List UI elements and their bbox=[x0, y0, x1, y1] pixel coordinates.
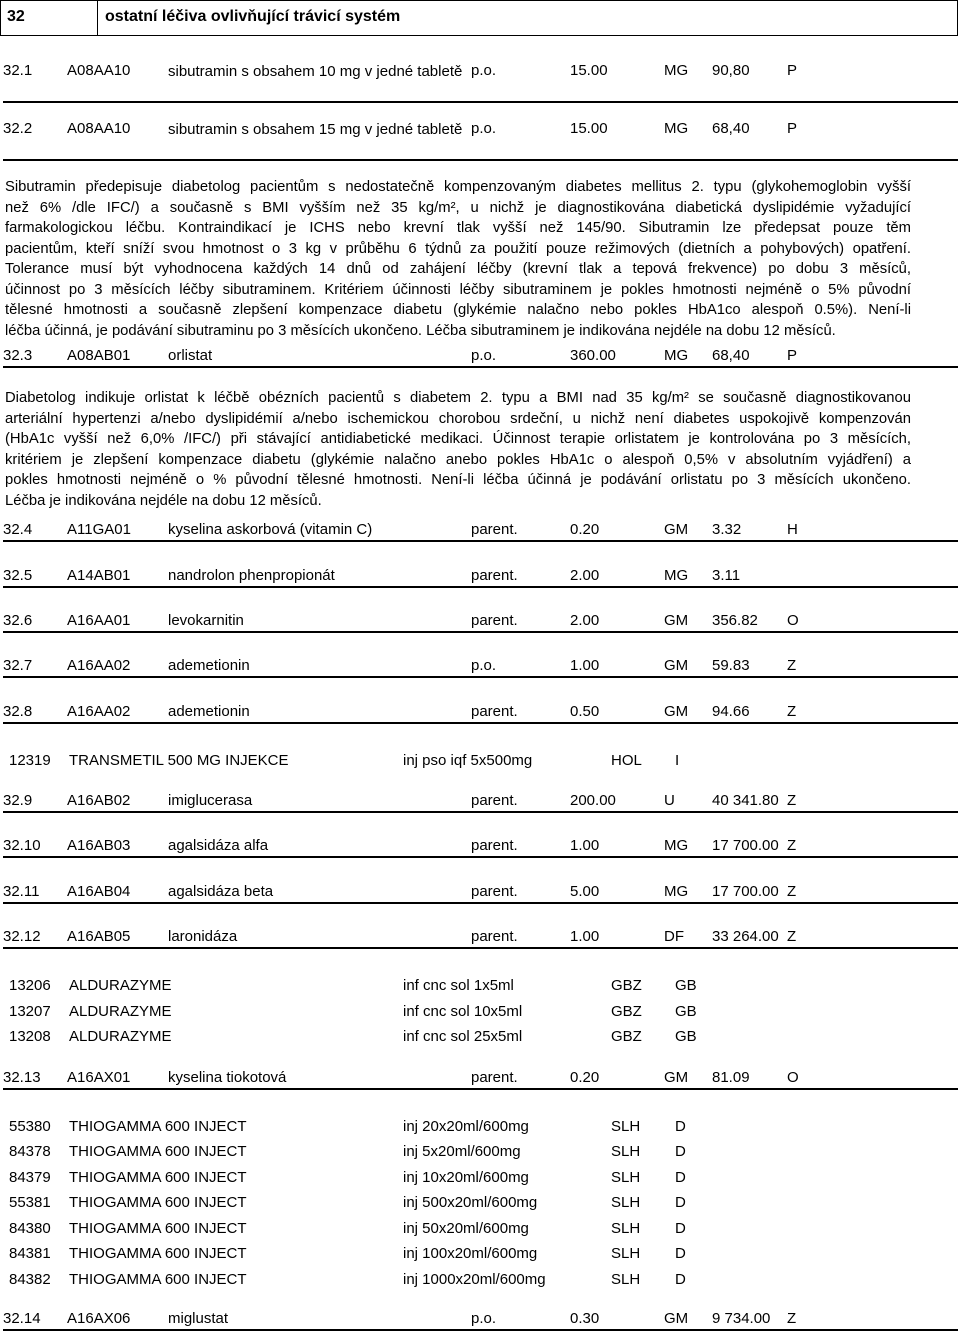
product-code: 84378 bbox=[9, 1143, 51, 1160]
drug-row bbox=[3, 119, 958, 161]
drug-row bbox=[3, 611, 958, 633]
row-name: imiglucerasa bbox=[168, 792, 253, 809]
row-atc: A08AA10 bbox=[67, 120, 131, 137]
row-flag: Z bbox=[787, 883, 797, 900]
row-route: parent. bbox=[471, 1069, 518, 1086]
product-name: ALDURAZYME bbox=[69, 977, 172, 994]
row-price: 40 341.80 bbox=[712, 792, 779, 809]
product-code: 84382 bbox=[9, 1271, 51, 1288]
product-mark: GBZ bbox=[611, 977, 642, 994]
product-code: 55381 bbox=[9, 1194, 51, 1211]
row-atc: A16AA01 bbox=[67, 612, 131, 629]
product-form: inj 5x20ml/600mg bbox=[403, 1143, 521, 1160]
row-id: 32.14 bbox=[3, 1310, 41, 1327]
product-code: 84379 bbox=[9, 1169, 51, 1186]
product-name: THIOGAMMA 600 INJECT bbox=[69, 1169, 247, 1186]
row-id: 32.8 bbox=[3, 703, 33, 720]
product-mark: SLH bbox=[611, 1194, 641, 1211]
row-name: laronidáza bbox=[168, 928, 238, 945]
product-form: inj 50x20ml/600mg bbox=[403, 1220, 529, 1237]
product-form: inf cnc sol 10x5ml bbox=[403, 1003, 523, 1020]
note-line: farmakologickou léčbu. Kontraindikací je ICHS nebo krevní tlak vyšší než 145/90. Sibutramin lze předepsat pouze těm bbox=[5, 220, 911, 236]
drug-row bbox=[3, 566, 958, 588]
row-atc: A08AA10 bbox=[67, 62, 131, 79]
row-price: 59.83 bbox=[712, 657, 750, 674]
note-line: tělesné hmotnosti a současně zlepšení kompenzace diabetu (glykémie nalačno nebo pokles HbA1co alespoň 0.5%). Není-li bbox=[5, 302, 911, 318]
product-name: ALDURAZYME bbox=[69, 1028, 172, 1045]
product-mark: SLH bbox=[611, 1245, 641, 1262]
row-id: 32.7 bbox=[3, 657, 33, 674]
row-name: sibutramin s obsahem 10 mg v jedné tabletě bbox=[168, 63, 463, 80]
drug-row bbox=[3, 61, 958, 103]
drug-row bbox=[3, 1309, 958, 1331]
product-category: GB bbox=[675, 977, 697, 994]
row-dose: 2.00 bbox=[570, 612, 600, 629]
row-id: 32.6 bbox=[3, 612, 33, 629]
drug-row bbox=[3, 882, 958, 904]
row-flag: Z bbox=[787, 1310, 797, 1327]
product-mark: SLH bbox=[611, 1143, 641, 1160]
product-row bbox=[3, 1244, 958, 1264]
row-id: 32.4 bbox=[3, 521, 33, 538]
product-form: inf cnc sol 25x5ml bbox=[403, 1028, 523, 1045]
note-line: Léčba je indikována nejdéle na dobu 12 měsíců. bbox=[5, 492, 322, 509]
row-name: levokarnitin bbox=[168, 612, 244, 629]
row-dose: 15.00 bbox=[570, 120, 608, 137]
product-form: inj pso iqf 5x500mg bbox=[403, 752, 533, 769]
product-category: D bbox=[675, 1245, 686, 1262]
product-code: 13208 bbox=[9, 1028, 51, 1045]
row-atc: A14AB01 bbox=[67, 567, 131, 584]
row-route: parent. bbox=[471, 612, 518, 629]
note-line: arteriální hypertenzi a/nebo dyslipidémií a/nebo ischemickou chorobou srdeční, u nichž není diabetes uspokojivě kompenzován bbox=[5, 410, 911, 427]
row-flag: O bbox=[787, 1069, 799, 1086]
row-unit: GM bbox=[664, 521, 689, 538]
note-line: Diabetolog indikuje orlistat k léčbě obézních pacientů s diabetem 2. typu a BMI nad 35 kg/m² se současně diagnostikovanou bbox=[5, 390, 911, 406]
row-dose: 0.20 bbox=[570, 1069, 600, 1086]
row-id: 32.10 bbox=[3, 837, 41, 854]
note-line: pacientům, kteří sníží svou hmotnost o 3 kg v průběhu 6 týdnů za použití pouze režimových (dietních a pohybových) opatření. bbox=[5, 240, 911, 257]
row-atc: A16AB05 bbox=[67, 928, 131, 945]
row-flag: P bbox=[787, 120, 798, 137]
row-dose: 1.00 bbox=[570, 928, 600, 945]
row-flag: Z bbox=[787, 837, 797, 854]
row-price: 68,40 bbox=[712, 120, 750, 137]
product-name: ALDURAZYME bbox=[69, 1003, 172, 1020]
product-row bbox=[3, 1219, 958, 1239]
product-row bbox=[3, 751, 958, 771]
drug-row bbox=[3, 1068, 958, 1090]
row-unit: MG bbox=[664, 837, 689, 854]
row-unit: MG bbox=[664, 883, 689, 900]
section-number: 32 bbox=[7, 8, 25, 25]
row-price: 81.09 bbox=[712, 1069, 750, 1086]
row-dose: 200.00 bbox=[570, 792, 616, 809]
note-line: kritériem je zlepšení kompenzace diabetu (glykémie nalačno anebo pokles HbA1c o alespoň 0,5% v absolutním vyjádření) a bbox=[5, 451, 911, 468]
row-price: 94.66 bbox=[712, 703, 750, 720]
row-name: ademetionin bbox=[168, 703, 250, 720]
product-code: 84381 bbox=[9, 1245, 51, 1262]
product-mark: SLH bbox=[611, 1118, 641, 1135]
note-line: Tolerance musí být vyhodnocena každých 14 dnů od zahájení léčby (krevní tlak a tepová frekvence) po dobu 3 měsíců, bbox=[5, 261, 911, 277]
row-price: 17 700.00 bbox=[712, 837, 779, 854]
row-route: parent. bbox=[471, 792, 518, 809]
row-atc: A16AB04 bbox=[67, 883, 131, 900]
product-row bbox=[3, 1117, 958, 1137]
product-form: inf cnc sol 1x5ml bbox=[403, 977, 514, 994]
product-row bbox=[3, 1168, 958, 1188]
row-price: 33 264.00 bbox=[712, 928, 779, 945]
row-name: sibutramin s obsahem 15 mg v jedné tabletě bbox=[168, 121, 463, 138]
product-code: 55380 bbox=[9, 1118, 51, 1135]
product-name: THIOGAMMA 600 INJECT bbox=[69, 1194, 247, 1211]
row-unit: MG bbox=[664, 62, 689, 79]
product-row bbox=[3, 1142, 958, 1162]
product-category: D bbox=[675, 1118, 686, 1135]
note-line: (HbA1c vyšší než 6,0% /IFC/) při stávající antidiabetické medikaci. Účinnost terapie orlistatem je kontrolována po 3 měsících, bbox=[5, 431, 911, 447]
row-name: agalsidáza beta bbox=[168, 883, 274, 900]
row-flag: H bbox=[787, 521, 798, 538]
product-category: D bbox=[675, 1220, 686, 1237]
row-dose: 360.00 bbox=[570, 347, 616, 364]
row-unit: DF bbox=[664, 928, 684, 945]
product-name: THIOGAMMA 600 INJECT bbox=[69, 1245, 247, 1262]
row-price: 3.11 bbox=[712, 567, 741, 584]
row-flag: P bbox=[787, 62, 798, 79]
row-dose: 5.00 bbox=[570, 883, 600, 900]
row-dose: 0.20 bbox=[570, 521, 600, 538]
note-line: pokles hmotnosti nejméně o % původní tělesné hmotnosti. Není-li léčba účinná je podávání orlistatu po 3 měsících ukončeno. bbox=[5, 472, 911, 488]
row-id: 32.2 bbox=[3, 120, 33, 137]
row-atc: A11GA01 bbox=[67, 521, 131, 538]
product-category: I bbox=[675, 752, 680, 769]
row-atc: A16AA02 bbox=[67, 657, 131, 674]
product-category: D bbox=[675, 1169, 686, 1186]
row-route: parent. bbox=[471, 883, 518, 900]
row-route: parent. bbox=[471, 567, 518, 584]
row-id: 32.12 bbox=[3, 928, 41, 945]
row-dose: 2.00 bbox=[570, 567, 600, 584]
row-price: 68,40 bbox=[712, 347, 750, 364]
product-name: THIOGAMMA 600 INJECT bbox=[69, 1118, 247, 1135]
row-route: p.o. bbox=[471, 657, 497, 674]
product-mark: SLH bbox=[611, 1220, 641, 1237]
row-route: parent. bbox=[471, 703, 518, 720]
drug-row bbox=[3, 836, 958, 858]
row-name: miglustat bbox=[168, 1310, 229, 1327]
product-category: D bbox=[675, 1194, 686, 1211]
product-row bbox=[3, 1193, 958, 1213]
product-mark: HOL bbox=[611, 752, 642, 769]
row-unit: GM bbox=[664, 657, 689, 674]
row-price: 3.32 bbox=[712, 521, 742, 538]
row-name: kyselina askorbová (vitamin C) bbox=[168, 521, 373, 538]
product-code: 13207 bbox=[9, 1003, 51, 1020]
row-name: ademetionin bbox=[168, 657, 250, 674]
note-line: účinnost po 3 měsících léčby sibutraminem. Kritériem účinnosti léčby sibutraminem je pokles hmotnosti nejméně o 5% původní bbox=[5, 281, 911, 298]
row-name: orlistat bbox=[168, 347, 213, 364]
row-route: p.o. bbox=[471, 120, 497, 137]
product-category: GB bbox=[675, 1028, 697, 1045]
section-header bbox=[0, 0, 958, 36]
product-mark: GBZ bbox=[611, 1003, 642, 1020]
row-atc: A16AX06 bbox=[67, 1310, 131, 1327]
product-category: D bbox=[675, 1271, 686, 1288]
product-mark: SLH bbox=[611, 1169, 641, 1186]
row-id: 32.5 bbox=[3, 567, 33, 584]
row-route: parent. bbox=[471, 521, 518, 538]
product-name: THIOGAMMA 600 INJECT bbox=[69, 1271, 247, 1288]
section-title: ostatní léčiva ovlivňující trávicí systém bbox=[105, 8, 401, 25]
row-unit: GM bbox=[664, 612, 689, 629]
orlistat-note bbox=[5, 388, 911, 511]
product-form: inj 1000x20ml/600mg bbox=[403, 1271, 546, 1288]
row-price: 17 700.00 bbox=[712, 883, 779, 900]
product-category: GB bbox=[675, 1003, 697, 1020]
sibutramin-note bbox=[5, 177, 911, 341]
row-id: 32.3 bbox=[3, 347, 33, 364]
row-id: 32.11 bbox=[3, 883, 40, 900]
row-atc: A16AB02 bbox=[67, 792, 131, 809]
row-name: nandrolon phenpropionát bbox=[168, 567, 335, 584]
product-row bbox=[3, 1002, 958, 1022]
product-form: inj 100x20ml/600mg bbox=[403, 1245, 538, 1262]
row-name: agalsidáza alfa bbox=[168, 837, 269, 854]
row-dose: 0.50 bbox=[570, 703, 600, 720]
row-unit: GM bbox=[664, 703, 689, 720]
product-form: inj 20x20ml/600mg bbox=[403, 1118, 529, 1135]
drug-row bbox=[3, 927, 958, 949]
row-flag: P bbox=[787, 347, 798, 364]
drug-row bbox=[3, 656, 958, 678]
product-row bbox=[3, 1270, 958, 1290]
note-line: léčba účinná, je podávání sibutraminu po 3 měsících ukončeno. Léčba sibutraminem je indikována nejdéle na dobu 12 měsíců. bbox=[5, 322, 836, 339]
product-name: THIOGAMMA 600 INJECT bbox=[69, 1220, 247, 1237]
note-line: než 6% /dle IFC/) a současně s BMI vyšším než 35 kg/m², u nichž je diagnostikována diabetická dyslipidémie vyžadující bbox=[5, 199, 911, 216]
row-id: 32.1 bbox=[3, 62, 33, 79]
row-atc: A16AA02 bbox=[67, 703, 131, 720]
row-flag: O bbox=[787, 612, 799, 629]
row-price: 9 734.00 bbox=[712, 1310, 771, 1327]
row-price: 90,80 bbox=[712, 62, 750, 79]
row-dose: 1.00 bbox=[570, 837, 600, 854]
row-atc: A16AB03 bbox=[67, 837, 131, 854]
row-id: 32.9 bbox=[3, 792, 33, 809]
product-category: D bbox=[675, 1143, 686, 1160]
product-form: inj 10x20ml/600mg bbox=[403, 1169, 529, 1186]
row-unit: GM bbox=[664, 1310, 689, 1327]
drug-row bbox=[3, 702, 958, 724]
product-name: TRANSMETIL 500 MG INJEKCE bbox=[69, 752, 289, 769]
drug-row bbox=[3, 346, 958, 368]
row-route: p.o. bbox=[471, 347, 497, 364]
note-line: Sibutramin předepisuje diabetolog pacientům s nedostatečně kompenzovaným diabetes mellitus 2. typu (glykohemoglobin vyšší bbox=[5, 179, 911, 195]
row-route: p.o. bbox=[471, 62, 497, 79]
product-code: 13206 bbox=[9, 977, 51, 994]
drug-row bbox=[3, 520, 958, 542]
row-dose: 1.00 bbox=[570, 657, 600, 674]
row-route: parent. bbox=[471, 928, 518, 945]
row-price: 356.82 bbox=[712, 612, 758, 629]
row-unit: MG bbox=[664, 567, 689, 584]
product-row bbox=[3, 976, 958, 996]
row-flag: Z bbox=[787, 792, 797, 809]
row-atc: A16AX01 bbox=[67, 1069, 131, 1086]
row-id: 32.13 bbox=[3, 1069, 41, 1086]
row-route: parent. bbox=[471, 837, 518, 854]
product-code: 12319 bbox=[9, 752, 51, 769]
row-flag: Z bbox=[787, 703, 797, 720]
product-name: THIOGAMMA 600 INJECT bbox=[69, 1143, 247, 1160]
row-dose: 0.30 bbox=[570, 1310, 600, 1327]
header-divider bbox=[97, 1, 98, 35]
row-route: p.o. bbox=[471, 1310, 497, 1327]
row-unit: MG bbox=[664, 347, 689, 364]
row-flag: Z bbox=[787, 657, 797, 674]
row-dose: 15.00 bbox=[570, 62, 608, 79]
product-code: 84380 bbox=[9, 1220, 51, 1237]
product-mark: SLH bbox=[611, 1271, 641, 1288]
row-atc: A08AB01 bbox=[67, 347, 131, 364]
drug-row bbox=[3, 791, 958, 813]
row-name: kyselina tiokotová bbox=[168, 1069, 287, 1086]
row-unit: GM bbox=[664, 1069, 689, 1086]
product-row bbox=[3, 1027, 958, 1047]
product-form: inj 500x20ml/600mg bbox=[403, 1194, 538, 1211]
product-mark: GBZ bbox=[611, 1028, 642, 1045]
row-flag: Z bbox=[787, 928, 797, 945]
row-unit: U bbox=[664, 792, 675, 809]
row-unit: MG bbox=[664, 120, 689, 137]
